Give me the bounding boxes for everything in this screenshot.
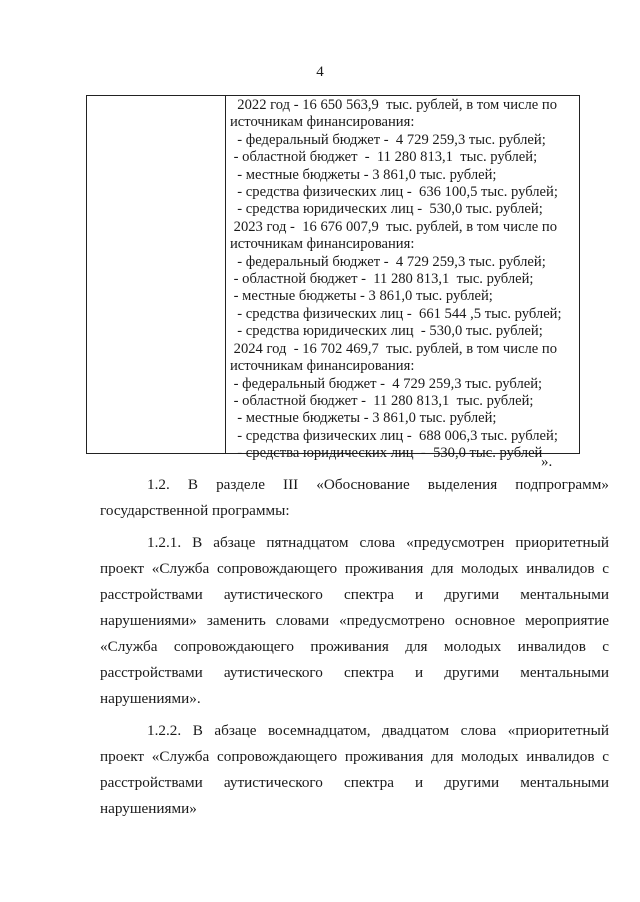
finance-line: - федеральный бюджет - 4 729 259,3 тыс. рублей; (230, 131, 546, 148)
finance-line: - средства юридических лиц - 530,0 тыс. рублей; (230, 323, 543, 340)
finance-line: - местные бюджеты - 3 861,0 тыс. рублей; (230, 410, 497, 427)
page-number: 4 (316, 64, 324, 80)
paragraph-1-2: 1.2. В разделе III «Обоснование выделения подпрограмм» государственной программы: (100, 476, 609, 519)
finance-line: - областной бюджет - 11 280 813,1 тыс. рублей; (230, 149, 538, 166)
body-text (100, 472, 609, 828)
finance-line: 2022 год - 16 650 563,9 тыс. рублей, в том числе по (230, 97, 557, 113)
finance-line: источникам финансирования: (230, 358, 415, 375)
finance-line: источникам финансирования: (230, 236, 415, 253)
paragraph-1-2-1: 1.2.1. В абзаце пятнадцатом слова «предусмотрен приоритетный проект «Служба сопровождающего проживания для молодых инвалидов с расстройствами аутистического спектра и другими ментальными нарушениями» заменить словами «предусмотрено основное мероприятие «Служба сопровождающего проживания для молодых инвалидов с расстройствами аутистического спектра и другими ментальными нарушениями». (100, 534, 609, 707)
finance-line: - областной бюджет - 11 280 813,1 тыс. рублей; (230, 392, 534, 409)
finance-line: - федеральный бюджет - 4 729 259,3 тыс. рублей; (230, 375, 543, 392)
paragraph-1-2-2: 1.2.2. В абзаце восемнадцатом, двадцатом слова «приоритетный проект «Служба сопровождающего проживания для молодых инвалидов с расстройствами аутистического спектра и другими ментальными нарушениями» (100, 722, 609, 817)
finance-line: - средства физических лиц - 661 544 ,5 тыс. рублей; (230, 305, 562, 322)
finance-line: - средства юридических лиц - 530,0 тыс. рублей (230, 445, 543, 462)
finance-line: - средства юридических лиц - 530,0 тыс. рублей; (230, 201, 543, 218)
finance-line: источникам финансирования: (230, 114, 415, 131)
finance-cell (230, 97, 575, 463)
finance-line: - средства физических лиц - 636 100,5 тыс. рублей; (230, 184, 558, 201)
closing-quote: ». (541, 454, 553, 470)
finance-line: - областной бюджет - 11 280 813,1 тыс. рублей; (230, 271, 534, 288)
finance-table (86, 95, 580, 462)
finance-line: - федеральный бюджет - 4 729 259,3 тыс. рублей; (230, 253, 546, 270)
finance-line: - местные бюджеты - 3 861,0 тыс. рублей; (230, 166, 497, 183)
table-column-divider (225, 96, 226, 453)
finance-line: 2024 год - 16 702 469,7 тыс. рублей, в том числе по (230, 340, 557, 357)
finance-line: - средства физических лиц - 688 006,3 тыс. рублей; (230, 427, 558, 444)
finance-line: 2023 год - 16 676 007,9 тыс. рублей, в том числе по (230, 218, 557, 235)
finance-line: - местные бюджеты - 3 861,0 тыс. рублей; (230, 288, 493, 305)
